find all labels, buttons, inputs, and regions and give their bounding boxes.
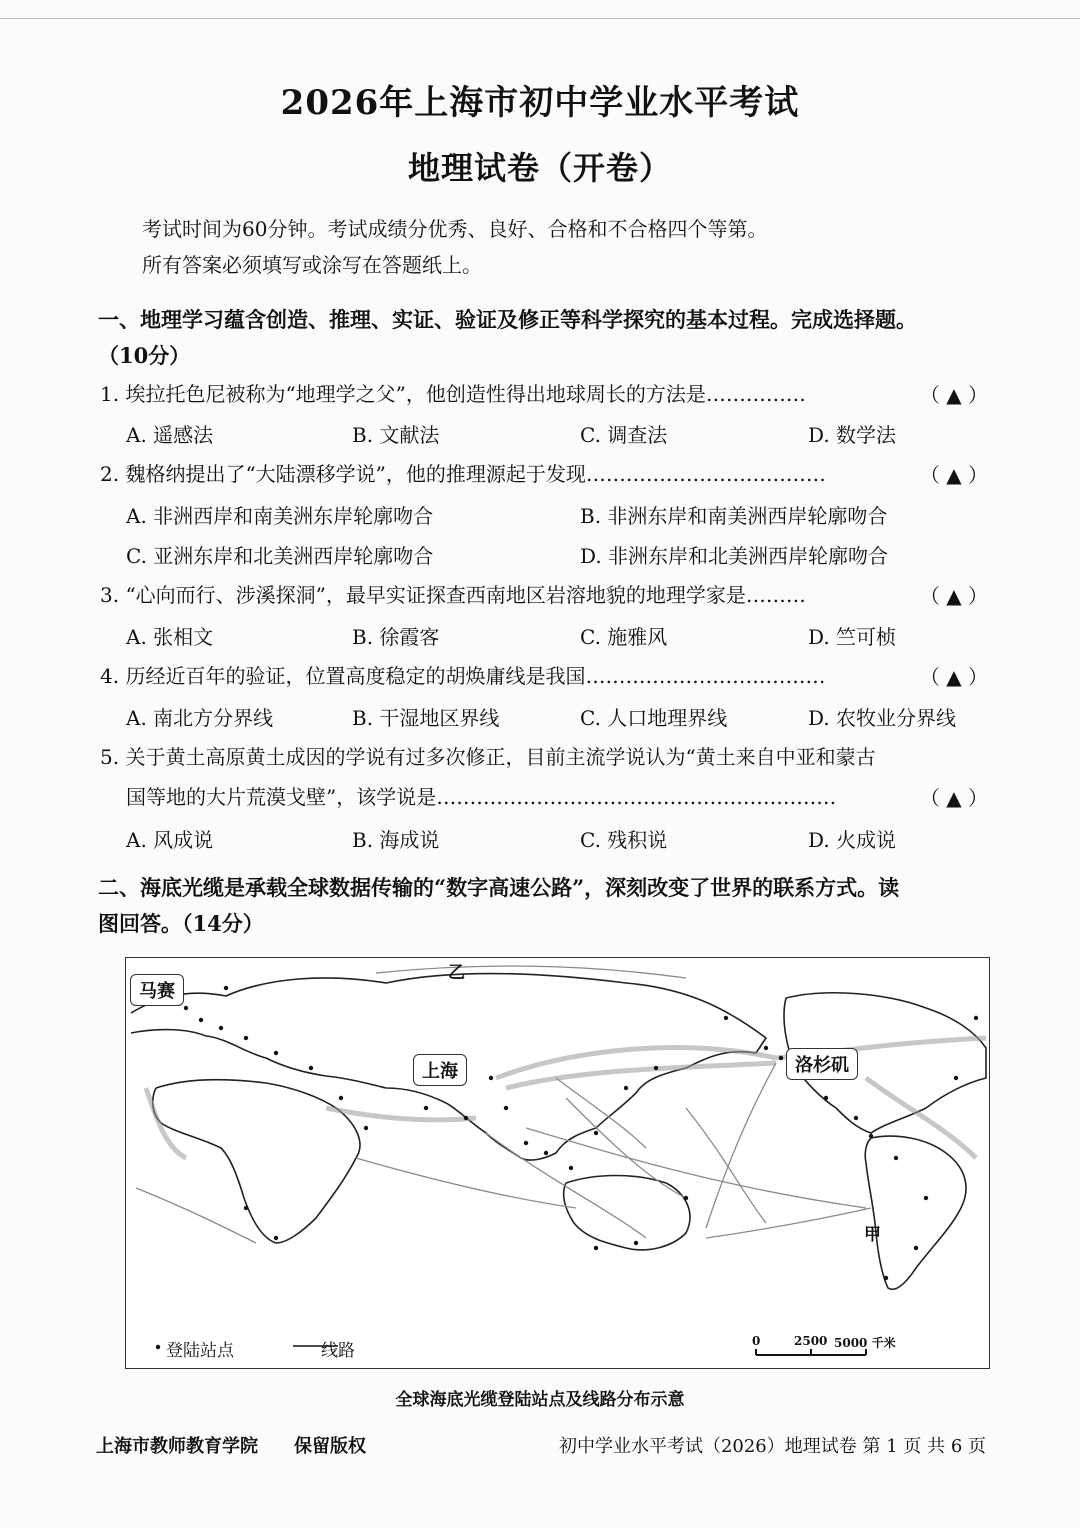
section1-points: （10分）: [98, 343, 191, 368]
scale-end: 5000 千米: [834, 1336, 896, 1350]
answer-slot: （ ▲ ）: [919, 383, 988, 407]
footer-left: 上海市教师教育学院 保留版权: [96, 1436, 366, 1457]
section2-heading: [98, 870, 998, 942]
option-b: B. 海成说: [352, 828, 440, 852]
footer-right: 初中学业水平考试（2026）地理试卷 第 1 页 共 6 页: [558, 1436, 986, 1457]
legend-route-label: 线路: [321, 1341, 355, 1361]
question-stem-cont: 国等地的大片荒漠戈壁”，该学说是……………………………………………………: [126, 785, 837, 809]
cable-map: [125, 957, 990, 1369]
question-5: [100, 742, 1000, 772]
exam-notes: [142, 211, 767, 283]
option-c: C. 调查法: [580, 423, 668, 447]
option-a: A. 非洲西岸和南美洲东岸轮廓吻合: [126, 504, 434, 528]
note-line: 考试时间为60分钟。考试成绩分优秀、良好、合格和不合格四个等第。: [142, 217, 768, 241]
option-d: D. 数学法: [808, 423, 897, 447]
option-d: D. 农牧业分界线: [808, 706, 957, 730]
label-shanghai: 上海: [413, 1054, 467, 1086]
section1-heading-text: 一、地理学习蕴含创造、推理、实证、验证及修正等科学探究的基本过程。完成选择题。: [98, 307, 917, 332]
option-a: A. 风成说: [126, 828, 214, 852]
legend-station-dot: [156, 1345, 160, 1349]
option-c: C. 施雅风: [580, 625, 668, 649]
option-d: D. 竺可桢: [808, 625, 897, 649]
map-caption: 全球海底光缆登陆站点及线路分布示意: [395, 1390, 685, 1410]
question-4: [100, 661, 1000, 691]
option-d: D. 非洲东岸和北美洲西岸轮廓吻合: [580, 544, 889, 568]
question-stem: 4. 历经近百年的验证，位置高度稳定的胡焕庸线是我国………………………………: [100, 664, 826, 688]
question-1: [100, 379, 1000, 409]
option-b: B. 干湿地区界线: [352, 706, 500, 730]
option-a: A. 遥感法: [126, 423, 214, 447]
label-marseille: 马赛: [130, 974, 184, 1006]
question-stem: 3. “心向而行、涉溪探洞”，最早实证探查西南地区岩溶地貌的地理学家是………: [100, 583, 806, 607]
option-c: C. 人口地理界线: [580, 706, 728, 730]
cable-routes: [136, 966, 871, 1243]
question-stem: 1. 埃拉托色尼被称为“地理学之父”，他创造性得出地球周长的方法是……………: [100, 382, 806, 406]
question-stem: 5. 关于黄土高原黄土成因的学说有过多次修正，目前主流学说认为“黄土来自中亚和蒙古: [100, 745, 876, 769]
option-d: D. 火成说: [808, 828, 897, 852]
answer-slot: （ ▲ ）: [919, 584, 988, 608]
legend-station-label: 登陆站点: [166, 1341, 234, 1361]
option-b: B. 非洲东岸和南美洲西岸轮廓吻合: [580, 504, 888, 528]
option-a: A. 南北方分界线: [126, 706, 274, 730]
section2-heading-text2: 图回答。（14分）: [98, 911, 264, 936]
option-a: A. 张相文: [126, 625, 214, 649]
question-3: [100, 580, 1000, 610]
answer-slot: （ ▲ ）: [919, 463, 988, 487]
top-rule: [0, 18, 1080, 19]
note-line: 所有答案必须填写或涂写在答题纸上。: [142, 253, 482, 277]
label-yi: 乙: [448, 963, 465, 983]
paper-subtitle: 地理试卷（开卷）: [407, 149, 672, 187]
option-c: C. 残积说: [580, 828, 668, 852]
option-c: C. 亚洲东岸和北美洲西岸轮廓吻合: [126, 544, 434, 568]
scale-mid: 2500: [794, 1334, 828, 1348]
world-map-svg: [126, 958, 989, 1368]
section1-heading: [98, 302, 998, 374]
question-5-cont: [126, 782, 926, 812]
question-stem: 2. 魏格纳提出了“大陆漂移学说”，他的推理源起于发现………………………………: [100, 462, 826, 486]
section2-heading-text: 二、海底光缆是承载全球数据传输的“数字高速公路”，深刻改变了世界的联系方式。读: [98, 875, 900, 900]
option-b: B. 徐霞客: [352, 625, 440, 649]
label-jia: 甲: [864, 1225, 881, 1245]
label-losangeles: 洛杉矶: [786, 1048, 858, 1080]
question-2: [100, 459, 1000, 489]
option-b: B. 文献法: [352, 423, 440, 447]
exam-title: 2026年上海市初中学业水平考试: [280, 83, 800, 123]
answer-slot: （ ▲ ）: [919, 786, 988, 810]
scale-zero: 0: [752, 1334, 761, 1348]
continent-outlines: [131, 974, 986, 1290]
answer-slot: （ ▲ ）: [919, 665, 988, 689]
